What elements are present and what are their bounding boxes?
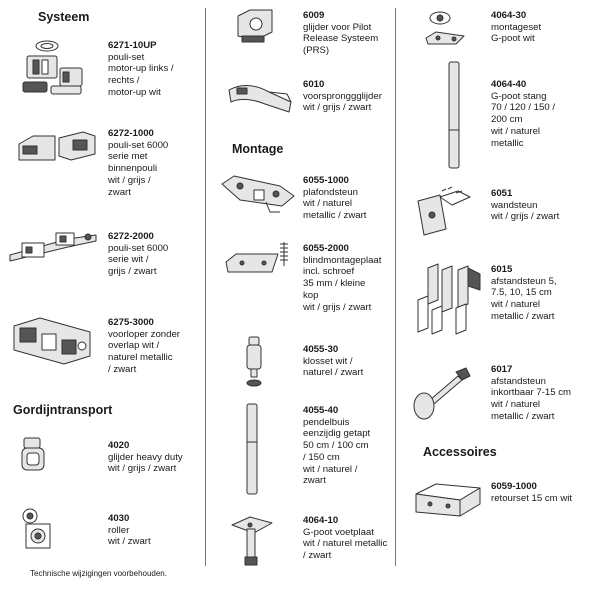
item-6272-1000: [108, 128, 168, 198]
item-code: 6051: [491, 188, 513, 199]
item-code: 6271-10UP: [108, 40, 157, 51]
item-description: montageset G-poot wit: [491, 21, 542, 45]
heading-gordijntransport: Gordijntransport: [13, 403, 113, 417]
item-description: retourset 15 cm wit: [491, 492, 573, 504]
item-code: 6055-1000: [303, 175, 349, 186]
item-code: 4064-40: [491, 79, 527, 90]
item-6017: [491, 364, 571, 423]
item-4055-40: [303, 405, 370, 487]
item-code: 6272-1000: [108, 128, 154, 139]
item-4064-40: [491, 79, 555, 149]
pulley-set-6000-picture: [8, 225, 100, 265]
item-6051: [491, 188, 559, 223]
item-description: pouli-set 6000 serie wit / grijs / zwart: [108, 242, 169, 278]
heading-systeem: Systeem: [38, 10, 90, 24]
pendulum-tube-picture: [238, 402, 268, 497]
overlap-glider-picture: [225, 76, 300, 121]
item-code: 6275-3000: [108, 317, 154, 328]
item-6272-2000: [108, 231, 168, 278]
item-4055-30: [303, 344, 363, 379]
item-description: blindmontageplaat incl. schroef 35 mm / kleine kop wit / grijs / zwart: [303, 254, 382, 313]
item-4064-10: [303, 515, 387, 562]
item-code: 6059-1000: [491, 481, 537, 492]
pulley-set-inner-pulley-picture: [15, 126, 100, 166]
return-set-picture: [410, 476, 488, 521]
item-description: voorloper zonder overlap wit / naturel metallic / zwart: [108, 328, 180, 375]
item-description: pendelbuis eenzijdig getapt 50 cm / 100 cm / 150 cm wit / naturel / zwart: [303, 416, 371, 487]
item-6010: [303, 79, 382, 114]
item-description: wandsteun wit / grijs / zwart: [491, 199, 560, 223]
item-code: 4020: [108, 440, 130, 451]
item-code: 6009: [303, 10, 325, 21]
item-description: G-poot voetplaat wit / naturel metallic / zwart: [303, 526, 388, 562]
item-code: 4030: [108, 513, 130, 524]
g-leg-rod-picture: [440, 60, 470, 172]
blind-mounting-plate-picture: [222, 240, 297, 280]
item-description: voorspronggglijder wit / grijs / zwart: [303, 90, 382, 114]
item-code: 4064-10: [303, 515, 339, 526]
item-description: afstandsteun inkortbaar 7-15 cm wit / naturel metallic / zwart: [491, 375, 571, 422]
wall-bracket-picture: [412, 185, 477, 240]
item-description: klosset wit / naturel / zwart: [303, 355, 364, 379]
item-code: 6015: [491, 264, 513, 275]
heading-accessoires: Accessoires: [423, 445, 497, 459]
item-description: roller wit / zwart: [108, 524, 151, 548]
item-description: glijder voor Pilot Release Systeem (PRS): [303, 21, 379, 57]
item-description: pouli-set 6000 serie met binnenpouli wit / grijs / zwart: [108, 139, 169, 198]
distance-brackets-picture: [408, 260, 488, 335]
item-description: G-poot stang 70 / 120 / 150 / 200 cm wit / naturel metallic: [491, 90, 556, 149]
item-description: glijder heavy duty wit / grijs / zwart: [108, 451, 183, 475]
column-divider: [395, 8, 396, 566]
block-set-picture: [240, 335, 270, 395]
item-description: pouli-set motor-up links / rechts / motor-up wit: [108, 51, 174, 98]
item-6009: [303, 10, 378, 57]
item-6015: [491, 264, 557, 323]
glider-heavy-duty-picture: [18, 436, 58, 481]
item-6055-2000: [303, 243, 381, 313]
adjustable-distance-bracket-picture: [410, 364, 475, 424]
item-code: 4055-40: [303, 405, 339, 416]
pulley-set-motor-up-picture: [15, 38, 100, 98]
column-divider: [205, 8, 206, 566]
item-4030: [108, 513, 151, 548]
item-6055-1000: [303, 175, 366, 222]
item-4020: [108, 440, 183, 475]
foot-plate-picture: [230, 515, 280, 570]
roller-picture: [20, 506, 60, 556]
item-6275-3000: [108, 317, 180, 376]
item-code: 4064-30: [491, 10, 527, 21]
item-description: plafondsteun wit / naturel metallic / zwart: [303, 186, 367, 222]
item-code: 6272-2000: [108, 231, 154, 242]
heading-montage: Montage: [232, 142, 284, 156]
item-code: 4055-30: [303, 344, 339, 355]
item-code: 6055-2000: [303, 243, 349, 254]
item-6059-1000: [491, 481, 572, 504]
item-description: afstandsteun 5, 7.5, 10, 15 cm wit / naturel metallic / zwart: [491, 275, 557, 322]
pilot-glider-picture: [232, 8, 282, 48]
footer-note: Technische wijzigingen voorbehouden.: [30, 569, 167, 578]
item-6271-10UP: [108, 40, 174, 99]
item-code: 6010: [303, 79, 325, 90]
ceiling-bracket-picture: [220, 172, 298, 217]
lead-carrier-picture: [10, 312, 100, 367]
item-4064-30: [491, 10, 541, 45]
mounting-set-picture: [420, 8, 470, 53]
item-code: 6017: [491, 364, 513, 375]
